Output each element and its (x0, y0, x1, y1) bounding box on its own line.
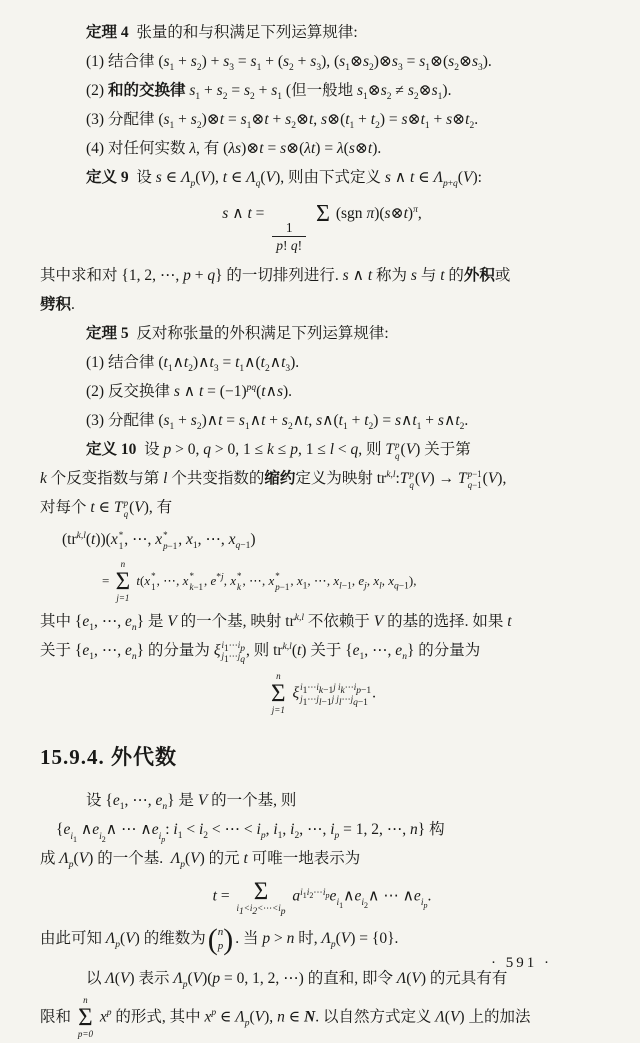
text-line: (4) 对任何实数 λ, 有 (λs)⊗t = s⊗(λt) = λ(s⊗t). (86, 140, 382, 157)
formula-line: t = Σ $i_1<i_2<\cdots<i_p$ $a^{i_1i_2\cdots i_p}e_{i_1}\wedge e_{i_2}\wedge$ ⋯ $\wedge e_{i_p}$. (212, 878, 432, 917)
text-line: 定理 4 张量的和与积满足下列运算规律: (86, 24, 358, 41)
text-line: (1) 结合律 $(s_1 + s_2) + s_3 = s_1 + (s_2 + s_3)$, $(s_1\otimes s_2)\otimes s_3$ = $s_1\otimes(s_2\otimes s_3)$. (86, 53, 492, 74)
text-line: 定义 10 设 p > 0, q > 0, 1 ≤ k ≤ p, 1 ≤ l < q, 则 T p q (V) 关于第 (86, 439, 471, 461)
text-line: {$e_{i_1}$ $\wedge e_{i_2}\wedge$ ⋯ $\wedge e_{i_p}$: $i_1 < i_2$ < ⋯ < $i_p$, $i_1$, $i_2$, ⋯, $i_p = 1$, 2, ⋯, n} 构 (56, 821, 445, 844)
text-line: 关于 {$e_1$, ⋯, $e_n$} 的分量为 ξ $i_1\cdots i_p$ $j_1\cdots j_q$ , 则 tr$^{k,l}$(t) 关于 {$e_1$, ⋯, $e_n$} 的分量为 (40, 640, 481, 666)
text-line: (3) 分配律 ($s_1$ + $s_2)\wedge t$ = $s_1\wedge t$ + $s_2\wedge t$, $s\wedge(t_1 + t_2)$ = $s\wedge t_1$ + $s\wedge t_2$. (86, 412, 469, 433)
text-line: 劈积. (40, 296, 75, 314)
formula-line: = n Σ j=1 t(x * 1 , ⋯, x * k−1 , $e^{*j}$, x * k , ⋯, x * p−1 , $x_1$, ⋯, $x_{l-1}$, $e_j$, $x_l$, $x_{q-1}$), (102, 559, 417, 604)
page-number: · 591 · (491, 955, 552, 971)
text-line: (2) 和的交换律 $s_1 + s_2 = s_2 + s_1$ (但一般地 $s_1\otimes s_2$ ≠ $s_2\otimes s_1$). (86, 82, 452, 103)
text-line: 其中求和对 {1, 2, ⋯, p + q} 的一切排列进行. s ∧ t 称为 s 与 t 的外积或 (40, 267, 511, 285)
text-line: 其中 {$e_1$, ⋯, $e_n$} 是 V 的一个基, 映射 tr$^{k,l}$ 不依赖于 V 的基的选择. 如果 t (40, 612, 512, 633)
text-line: 以 Λ(V) 表示 $\Lambda_p(V)(p = 0$, 1, 2, ⋯) 的直和, 即令 Λ(V) 的元具有有 (86, 970, 508, 991)
text-line: 定理 5 反对称张量的外积满足下列运算规律: (86, 325, 389, 343)
formula-line: n Σ j=1 ξ $i_1\cdots i_{k-1}j$ $i_k\cdots i_{p-1}$ $j_1\cdots j_{l-1}j$ $j_l\cdots j_{q-1}$ . (271, 670, 376, 715)
section-heading (40, 742, 604, 772)
text-line: 定义 9 设 s ∈ $\Lambda_p(V)$, t ∈ $\Lambda_q(V)$, 则由下式定义 s ∧ t ∈ $\Lambda_{p+q}(V)$: (86, 169, 482, 190)
formula-line: s ∧ t = $\frac{1}{p! q!}$ Σ (sgn π)(s⊗t)$^\pi$, (222, 201, 422, 254)
text-line: (2) 反交换律 s ∧ $t = (-1)^{pq}(t\wedge s)$. (86, 383, 293, 401)
section-number: 15.9.4. (40, 745, 105, 770)
text-line: k 个反变指数与第 l 个共变指数的缩约定义为映射 tr$^{k,l}$:T p q (V) → T p−1 q−1 (V), (40, 468, 507, 490)
text-line: (3) 分配律 ($s_1$ + $s_2)\otimes t$ = $s_1\otimes t$ + $s_2\otimes t$, $s\otimes(t_1 + t_2)$ = $s\otimes t_1$ + $s\otimes t_2$. (86, 111, 479, 132)
text-line: 由此可知 $\Lambda_p(V)$ 的维数为 ( n p ) . 当 p > n 时, $\Lambda_p(V) = \{0\}$. (40, 923, 399, 957)
text-line: 对每个 t ∈ T p q (V), 有 (40, 497, 173, 519)
text-line: 限和 n Σ p=0 $x^p$ 的形式, 其中 $x^p$ ∈ $\Lambda_p(V)$, n ∈ N. 以自然方式定义 Λ(V) 上的加法 (40, 995, 531, 1039)
text-line: 设 {$e_1$, ⋯, $e_n$} 是 V 的一个基, 则 (86, 792, 297, 813)
text-line: 成 $\Lambda_p(V)$ 的一个基. $\Lambda_p(V)$ 的元 t 可唯一地表示为 (40, 850, 361, 871)
section-title: 外代数 (111, 745, 177, 770)
formula-line: (tr$^{k,l}$(t))(x * 1 , ⋯, x * p−1 , $x_1$, ⋯, $x_{q-1}$) (62, 529, 256, 552)
text-line: (1) 结合律 $(t_1\wedge t_2)\wedge t_3$ = $t_1\wedge(t_2\wedge t_3)$. (86, 354, 300, 375)
